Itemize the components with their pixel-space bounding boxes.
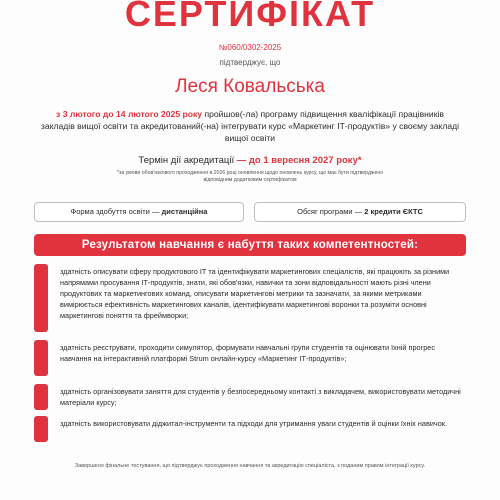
competency-marker bbox=[34, 384, 48, 410]
study-form-value: дистанційна bbox=[161, 207, 208, 216]
accreditation-term bbox=[0, 155, 500, 166]
certificate-title: СЕРТИФІКАТ bbox=[124, 0, 376, 34]
program-text: пройшов(-ла) програму підвищення кваліфікації працівників закладів вищої освіти та акредитований(-на) інтегрувати курс «Маркетинг ІТ-продуктів» у своєму закладі вищої освіти bbox=[40, 109, 460, 143]
study-form-box bbox=[34, 202, 244, 222]
competency-text: здатність використовувати діджитал-інструменти та підходи для утримання уваги студентів й оцінки їхніх навичок. bbox=[60, 419, 447, 428]
competency-text: здатність реєструвати, проходити симулятор, формувати навчальні групи студентів та оцінювати їхній прогрес навчання на інтерактивній платформі Strum онлайн-курсу «Маркетинг ІТ-продуктів»; bbox=[60, 343, 435, 363]
competency-item bbox=[34, 340, 466, 376]
recipient-name: Леся Ковальська bbox=[175, 76, 325, 97]
competency-item bbox=[34, 264, 466, 332]
accreditation-value: — до 1 вересня 2027 року* bbox=[236, 155, 362, 166]
accreditation-note: *за умови обов'язкового проходження в 2026 році оновлення щодо оновлень курсу, що має бути підтверджено відповідним додатковим сертифікатом bbox=[116, 170, 384, 183]
program-description bbox=[40, 108, 460, 144]
footer-note: Завершено фінальне тестування, що підтверджує проходження навчання та акредитацію спеціаліста, з поданим правом інтеграції курсу. bbox=[74, 463, 426, 469]
competency-item bbox=[34, 416, 466, 442]
program-volume-value: 2 кредити ЄКТС bbox=[364, 207, 423, 216]
competency-item bbox=[34, 384, 466, 410]
program-dates: з 3 лютого до 14 лютого 2025 року bbox=[56, 109, 203, 119]
competency-marker bbox=[34, 416, 48, 442]
certificate-number: №060/0302-2025 bbox=[218, 43, 282, 52]
confirms-text: підтверджує, що bbox=[219, 58, 281, 67]
accreditation-label: Термін дії акредитації bbox=[138, 155, 237, 166]
program-volume-box bbox=[254, 202, 466, 222]
competencies-banner: Результатом навчання є набуття таких компетентностей: bbox=[34, 234, 466, 256]
competency-marker bbox=[34, 340, 48, 376]
study-form-label: Форма здобуття освіти — bbox=[70, 207, 162, 216]
program-volume-label: Обсяг програми — bbox=[297, 207, 365, 216]
competency-text: здатність описувати сферу продуктового ІТ та ідентифікувати маркетингових спеціалістів, які працюють за різними напрямами просування ІТ-продуктів, знати, які обов'язки, навички та зони відповідальності мають різні члени продуктових та маркетингових команд, описувати маркетингові метрики та зазначати, за якими метриками вимірюється ефективність маркетингових каналів, ідентифікувати маркетингові воронки та розуміти основні маркетингові поняття та фреймворки; bbox=[60, 267, 450, 320]
competency-marker bbox=[34, 264, 48, 332]
competency-text: здатність організовувати заняття для студентів у безпосередньому контакті з викладачем, використовувати методичні матеріали курсу; bbox=[60, 387, 461, 407]
